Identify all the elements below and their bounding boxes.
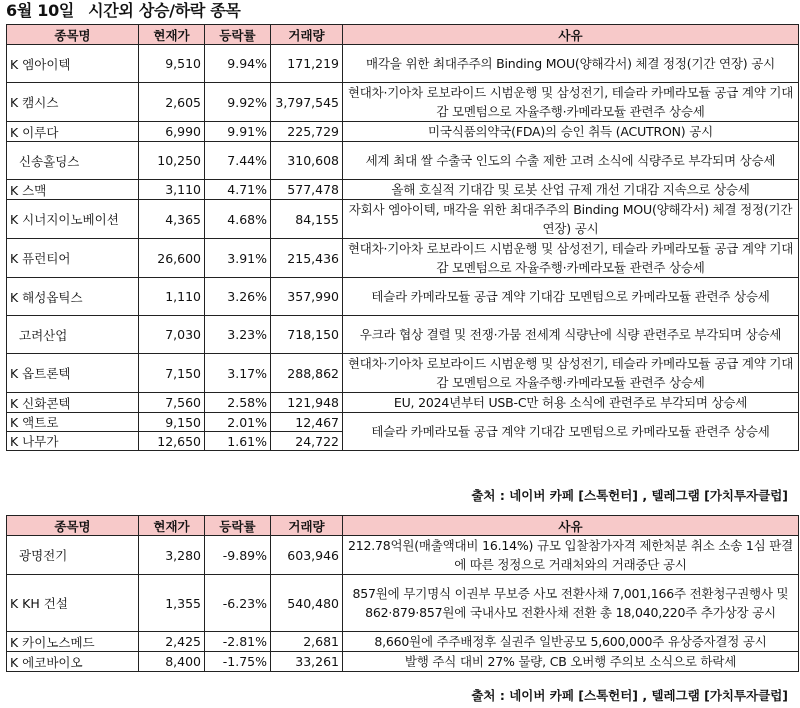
header-price: 현재가	[139, 25, 205, 45]
volume-cell: 121,948	[271, 393, 343, 413]
losers-table	[6, 515, 799, 672]
reason-cell: 발행 주식 대비 27% 물량, CB 오버행 주의보 소식으로 하락세	[343, 652, 799, 672]
table-row	[7, 316, 799, 354]
header-name: 종목명	[7, 516, 139, 536]
reason-cell: 자회사 엠아이텍, 매각을 위한 최대주주의 Binding MOU(양해각서) 체결 정정(기간 연장) 공시	[343, 200, 799, 239]
stock-name-cell: 신송홀딩스	[7, 142, 139, 180]
table-row	[7, 652, 799, 672]
volume-cell: 357,990	[271, 278, 343, 316]
price-cell: 9,150	[139, 413, 205, 432]
table-row	[7, 200, 799, 239]
price-cell: 6,990	[139, 122, 205, 142]
table-row	[7, 393, 799, 413]
change-rate-cell: 3.91%	[205, 239, 271, 278]
losers-header-row	[7, 516, 799, 536]
source-note: 출처 : 네이버 카페 [스톡헌터] , 텔레그램 [가치투자클럽]	[471, 488, 788, 503]
volume-cell: 12,467	[271, 413, 343, 432]
table-row	[7, 142, 799, 180]
price-cell: 2,605	[139, 83, 205, 122]
table-row	[7, 536, 799, 575]
gainers-table	[6, 24, 799, 451]
reason-cell: 8,660원에 주주배정후 실권주 일반공모 5,600,000주 유상증자결정 공시	[343, 632, 799, 652]
price-cell: 8,400	[139, 652, 205, 672]
gainers-header-row	[7, 25, 799, 45]
price-cell: 26,600	[139, 239, 205, 278]
change-rate-cell: 1.61%	[205, 432, 271, 451]
volume-cell: 718,150	[271, 316, 343, 354]
reason-cell: 212.78억원(매출액대비 16.14%) 규모 입찰참가자격 제한처분 취소 소송 1심 판결에 따른 정정으로 거래처와의 거래중단 공시	[343, 536, 799, 575]
change-rate-cell: -1.75%	[205, 652, 271, 672]
stock-name-cell: K 옵트론텍	[7, 354, 139, 393]
header-reason: 사유	[343, 516, 799, 536]
change-rate-cell: 3.23%	[205, 316, 271, 354]
volume-cell: 33,261	[271, 652, 343, 672]
change-rate-cell: 2.01%	[205, 413, 271, 432]
volume-cell: 2,681	[271, 632, 343, 652]
change-rate-cell: 4.71%	[205, 180, 271, 200]
page-title	[6, 0, 241, 22]
volume-cell: 310,608	[271, 142, 343, 180]
volume-cell: 171,219	[271, 45, 343, 83]
volume-cell: 84,155	[271, 200, 343, 239]
table-row	[7, 180, 799, 200]
stock-name-cell: K 캠시스	[7, 83, 139, 122]
change-rate-cell: 9.94%	[205, 45, 271, 83]
price-cell: 12,650	[139, 432, 205, 451]
volume-cell: 603,946	[271, 536, 343, 575]
change-rate-cell: -9.89%	[205, 536, 271, 575]
reason-cell: 테슬라 카메라모듈 공급 계약 기대감 모멘텀으로 카메라모듈 관련주 상승세	[343, 413, 799, 451]
source-note: 출처 : 네이버 카페 [스톡헌터] , 텔레그램 [가치투자클럽]	[471, 688, 788, 703]
stock-name-cell: K 카이노스메드	[7, 632, 139, 652]
price-cell: 7,030	[139, 316, 205, 354]
table-row	[7, 632, 799, 652]
change-rate-cell: 9.92%	[205, 83, 271, 122]
reason-cell: 올해 호실적 기대감 및 로봇 산업 규제 개선 기대감 지속으로 상승세	[343, 180, 799, 200]
stock-name-cell: 고려산업	[7, 316, 139, 354]
stock-name-cell: 광명전기	[7, 536, 139, 575]
stock-name-cell: K KH 건설	[7, 575, 139, 632]
stock-name-cell: K 엠아이텍	[7, 45, 139, 83]
price-cell: 10,250	[139, 142, 205, 180]
change-rate-cell: 3.26%	[205, 278, 271, 316]
table-row	[7, 575, 799, 632]
price-cell: 7,560	[139, 393, 205, 413]
table-row	[7, 413, 799, 432]
header-volume: 거래량	[271, 516, 343, 536]
volume-cell: 288,862	[271, 354, 343, 393]
table-row	[7, 83, 799, 122]
table-row	[7, 278, 799, 316]
header-reason: 사유	[343, 25, 799, 45]
price-cell: 2,425	[139, 632, 205, 652]
title-date: 6월 10일	[6, 1, 75, 20]
reason-cell: 현대차·기아차 로보라이드 시범운행 및 삼성전기, 테슬라 카메라모듈 공급 계약 기대감 모멘텀으로 자율주행·카메라모듈 관련주 상승세	[343, 354, 799, 393]
reason-cell: 현대차·기아차 로보라이드 시범운행 및 삼성전기, 테슬라 카메라모듈 공급 계약 기대감 모멘텀으로 자율주행·카메라모듈 관련주 상승세	[343, 239, 799, 278]
stock-name-cell: K 신화콘텍	[7, 393, 139, 413]
volume-cell: 577,478	[271, 180, 343, 200]
volume-cell: 24,722	[271, 432, 343, 451]
change-rate-cell: 4.68%	[205, 200, 271, 239]
header-volume: 거래량	[271, 25, 343, 45]
change-rate-cell: 3.17%	[205, 354, 271, 393]
volume-cell: 215,436	[271, 239, 343, 278]
reason-cell: 세계 최대 쌀 수출국 인도의 수출 제한 고려 소식에 식량주로 부각되며 상승세	[343, 142, 799, 180]
stock-name-cell: K 퓨런티어	[7, 239, 139, 278]
price-cell: 3,110	[139, 180, 205, 200]
price-cell: 7,150	[139, 354, 205, 393]
price-cell: 1,355	[139, 575, 205, 632]
reason-cell: 테슬라 카메라모듈 공급 계약 기대감 모멘텀으로 카메라모듈 관련주 상승세	[343, 278, 799, 316]
header-price: 현재가	[139, 516, 205, 536]
stock-name-cell: K 나무가	[7, 432, 139, 451]
price-cell: 3,280	[139, 536, 205, 575]
volume-cell: 3,797,545	[271, 83, 343, 122]
volume-cell: 225,729	[271, 122, 343, 142]
reason-cell: 현대차·기아차 로보라이드 시범운행 및 삼성전기, 테슬라 카메라모듈 공급 계약 기대감 모멘텀으로 자율주행·카메라모듈 관련주 상승세	[343, 83, 799, 122]
stock-name-cell: K 이루다	[7, 122, 139, 142]
table-row	[7, 239, 799, 278]
header-change: 등락률	[205, 25, 271, 45]
table-row	[7, 354, 799, 393]
reason-cell: EU, 2024년부터 USB-C만 허용 소식에 관련주로 부각되며 상승세	[343, 393, 799, 413]
stock-name-cell: K 액트로	[7, 413, 139, 432]
reason-cell: 857원에 무기명식 이권부 무보증 사모 전환사채 7,001,166주 전환청구권행사 및 862·879·857원에 국내사모 전환사채 전환 총 18,040,220주 추가상장 공시	[343, 575, 799, 632]
reason-cell: 매각을 위한 최대주주의 Binding MOU(양해각서) 체결 정정(기간 연장) 공시	[343, 45, 799, 83]
reason-cell: 미국식품의약국(FDA)의 승인 취득 (ACUTRON) 공시	[343, 122, 799, 142]
stock-name-cell: K 에코바이오	[7, 652, 139, 672]
stock-name-cell: K 스맥	[7, 180, 139, 200]
price-cell: 4,365	[139, 200, 205, 239]
header-name: 종목명	[7, 25, 139, 45]
volume-cell: 540,480	[271, 575, 343, 632]
change-rate-cell: 7.44%	[205, 142, 271, 180]
price-cell: 1,110	[139, 278, 205, 316]
title-text: 시간외 상승/하락 종목	[88, 1, 241, 20]
stock-name-cell: K 해성옵틱스	[7, 278, 139, 316]
change-rate-cell: -6.23%	[205, 575, 271, 632]
change-rate-cell: 2.58%	[205, 393, 271, 413]
table-row	[7, 45, 799, 83]
header-change: 등락률	[205, 516, 271, 536]
table-row	[7, 122, 799, 142]
change-rate-cell: -2.81%	[205, 632, 271, 652]
change-rate-cell: 9.91%	[205, 122, 271, 142]
price-cell: 9,510	[139, 45, 205, 83]
reason-cell: 우크라 협상 결렬 및 전쟁·가뭄 전세계 식량난에 식량 관련주로 부각되며 상승세	[343, 316, 799, 354]
stock-name-cell: K 시너지이노베이션	[7, 200, 139, 239]
